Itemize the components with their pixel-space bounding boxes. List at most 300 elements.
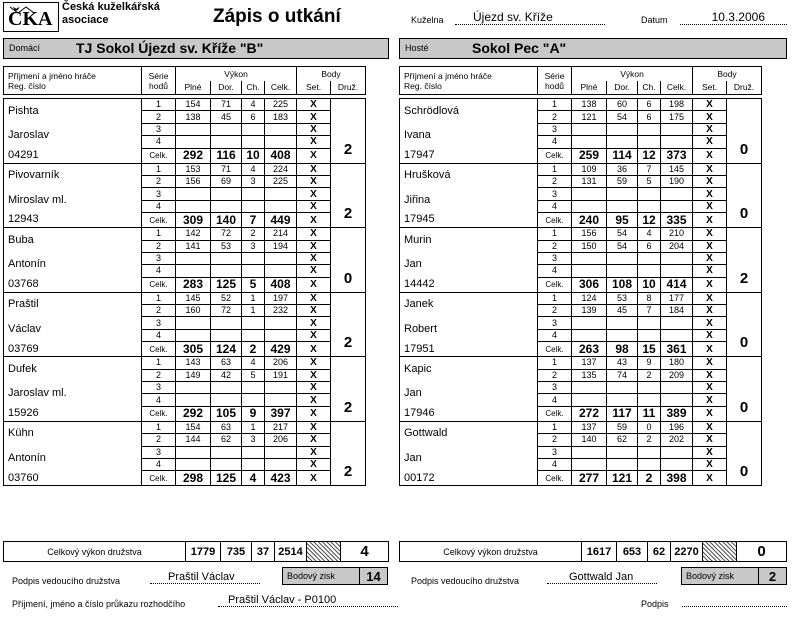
player-total: 305 bbox=[176, 342, 211, 357]
score-cell bbox=[661, 458, 693, 470]
player-reg: 15926 bbox=[4, 406, 142, 421]
player-total: 306 bbox=[572, 277, 607, 292]
score-cell bbox=[638, 188, 661, 200]
score-cell bbox=[638, 123, 661, 135]
serie-number: 1 bbox=[142, 292, 176, 304]
score-cell bbox=[572, 394, 607, 406]
score-cell bbox=[661, 317, 693, 329]
table-row bbox=[400, 148, 762, 163]
druz-spacer bbox=[727, 228, 762, 265]
player-total: 429 bbox=[265, 342, 297, 357]
player-reg: 03760 bbox=[4, 471, 142, 486]
sign-label: Podpis bbox=[641, 599, 669, 609]
total-label: Celk. bbox=[538, 471, 572, 486]
player-points: 2 bbox=[331, 200, 366, 227]
score-cell: 2 bbox=[242, 228, 265, 240]
score-cell: 184 bbox=[661, 305, 693, 317]
score-cell: 53 bbox=[211, 240, 242, 252]
player-total: 2 bbox=[242, 342, 265, 357]
score-cell: 124 bbox=[572, 292, 607, 304]
druz-spacer bbox=[331, 357, 366, 394]
set-mark: X bbox=[297, 213, 331, 228]
score-cell bbox=[572, 123, 607, 135]
set-mark: X bbox=[297, 317, 331, 329]
player-firstname: Jaroslav bbox=[4, 123, 142, 148]
serie-number: 1 bbox=[142, 421, 176, 433]
set-mark: X bbox=[297, 305, 331, 317]
set-mark: X bbox=[297, 382, 331, 394]
score-cell: 156 bbox=[176, 175, 211, 187]
table-row bbox=[4, 406, 366, 421]
col-header-druz: Druž. bbox=[331, 81, 366, 95]
player-total: 408 bbox=[265, 148, 297, 163]
score-cell: 144 bbox=[176, 434, 211, 446]
set-mark: X bbox=[693, 240, 727, 252]
score-cell: 72 bbox=[211, 305, 242, 317]
score-cell: 160 bbox=[176, 305, 211, 317]
player-points: 0 bbox=[727, 136, 762, 163]
set-mark: X bbox=[693, 277, 727, 292]
score-cell bbox=[211, 188, 242, 200]
table-row bbox=[4, 163, 366, 175]
score-cell bbox=[572, 382, 607, 394]
serie-number: 1 bbox=[538, 99, 572, 111]
score-cell bbox=[607, 188, 638, 200]
player-surname: Dufek bbox=[4, 357, 142, 382]
serie-number: 4 bbox=[142, 329, 176, 341]
score-cell bbox=[242, 394, 265, 406]
score-cell bbox=[211, 136, 242, 148]
druz-spacer bbox=[331, 99, 366, 136]
player-total: 12 bbox=[638, 148, 661, 163]
player-total: 398 bbox=[661, 471, 693, 486]
score-cell bbox=[265, 200, 297, 212]
set-mark: X bbox=[693, 305, 727, 317]
set-mark: X bbox=[297, 446, 331, 458]
set-mark: X bbox=[693, 421, 727, 433]
serie-number: 4 bbox=[538, 265, 572, 277]
table-row bbox=[400, 382, 762, 394]
score-cell bbox=[572, 458, 607, 470]
player-total: 298 bbox=[176, 471, 211, 486]
table-row bbox=[4, 277, 366, 292]
home-role: Domácí bbox=[9, 43, 41, 53]
player-total: 283 bbox=[176, 277, 211, 292]
player-total: 272 bbox=[572, 406, 607, 421]
score-cell: 137 bbox=[572, 421, 607, 433]
set-mark: X bbox=[693, 394, 727, 406]
set-mark: X bbox=[297, 136, 331, 148]
score-cell bbox=[572, 446, 607, 458]
serie-number: 1 bbox=[142, 99, 176, 111]
player-total: 292 bbox=[176, 148, 211, 163]
referee-label: Příjmení, jméno a číslo průkazu rozhodčího bbox=[12, 599, 186, 609]
col-serie-label: Série bbox=[148, 70, 169, 81]
serie-number: 1 bbox=[538, 357, 572, 369]
table-row bbox=[400, 317, 762, 329]
player-reg: 03768 bbox=[4, 277, 142, 292]
player-reg: 17947 bbox=[400, 148, 538, 163]
col-header-player bbox=[4, 67, 142, 95]
col-name-label: Příjmení a jméno hráče bbox=[8, 70, 96, 81]
player-firstname: Jaroslav ml. bbox=[4, 382, 142, 407]
score-cell bbox=[265, 329, 297, 341]
col-header-dor: Dor. bbox=[607, 81, 638, 95]
score-cell bbox=[661, 329, 693, 341]
score-cell bbox=[607, 329, 638, 341]
score-cell: 140 bbox=[572, 434, 607, 446]
player-total: 7 bbox=[242, 213, 265, 228]
serie-number: 2 bbox=[538, 111, 572, 123]
set-mark: X bbox=[297, 123, 331, 135]
score-cell: 202 bbox=[661, 434, 693, 446]
player-total: 2 bbox=[638, 471, 661, 486]
score-cell bbox=[638, 136, 661, 148]
score-cell: 214 bbox=[265, 228, 297, 240]
player-total: 124 bbox=[211, 342, 242, 357]
player-points: 0 bbox=[727, 394, 762, 421]
home-total-row bbox=[3, 541, 389, 562]
score-cell: 45 bbox=[607, 305, 638, 317]
guest-team-name: Sokol Pec "A" bbox=[472, 40, 567, 56]
score-cell: 71 bbox=[211, 163, 242, 175]
score-cell: 175 bbox=[661, 111, 693, 123]
player-firstname: Jan bbox=[400, 382, 538, 407]
serie-number: 1 bbox=[538, 292, 572, 304]
serie-number: 3 bbox=[142, 123, 176, 135]
guest-total-ch: 62 bbox=[647, 542, 670, 561]
player-surname: Kapic bbox=[400, 357, 538, 382]
home-lead-signature: Praštil Václav bbox=[150, 571, 260, 584]
total-label: Celk. bbox=[142, 148, 176, 163]
score-cell: 52 bbox=[211, 292, 242, 304]
player-total: 335 bbox=[661, 213, 693, 228]
player-total: 397 bbox=[265, 406, 297, 421]
player-points: 2 bbox=[331, 329, 366, 356]
total-label: Celk. bbox=[538, 277, 572, 292]
score-cell bbox=[572, 317, 607, 329]
score-cell: 141 bbox=[176, 240, 211, 252]
serie-number: 1 bbox=[142, 163, 176, 175]
player-points: 2 bbox=[331, 394, 366, 421]
player-total: 116 bbox=[211, 148, 242, 163]
score-cell bbox=[661, 252, 693, 264]
player-points: 0 bbox=[727, 200, 762, 227]
total-label: Celk. bbox=[538, 406, 572, 421]
player-firstname: Jiřina bbox=[400, 188, 538, 213]
score-cell: 4 bbox=[242, 99, 265, 111]
player-points: 0 bbox=[727, 329, 762, 356]
player-total: 125 bbox=[211, 471, 242, 486]
set-mark: X bbox=[693, 434, 727, 446]
score-cell: 72 bbox=[211, 228, 242, 240]
score-cell: 191 bbox=[265, 369, 297, 381]
score-cell bbox=[607, 317, 638, 329]
score-cell: 145 bbox=[176, 292, 211, 304]
score-cell: 6 bbox=[638, 240, 661, 252]
total-label: Celk. bbox=[142, 213, 176, 228]
player-firstname: Jan bbox=[400, 252, 538, 277]
score-cell: 9 bbox=[638, 357, 661, 369]
serie-number: 1 bbox=[538, 163, 572, 175]
date-label: Datum bbox=[641, 15, 668, 25]
player-total: 449 bbox=[265, 213, 297, 228]
guest-table bbox=[399, 66, 762, 486]
score-cell bbox=[607, 200, 638, 212]
home-total-hatch bbox=[306, 542, 340, 561]
col-header-serie bbox=[142, 67, 176, 95]
col-header-druz: Druž. bbox=[727, 81, 762, 95]
table-row bbox=[400, 213, 762, 228]
set-mark: X bbox=[297, 111, 331, 123]
score-cell bbox=[176, 252, 211, 264]
player-total: 292 bbox=[176, 406, 211, 421]
score-cell bbox=[176, 458, 211, 470]
score-cell: 194 bbox=[265, 240, 297, 252]
score-cell: 177 bbox=[661, 292, 693, 304]
score-cell bbox=[211, 329, 242, 341]
score-cell: 232 bbox=[265, 305, 297, 317]
score-cell: 197 bbox=[265, 292, 297, 304]
total-label: Celk. bbox=[142, 471, 176, 486]
table-row bbox=[400, 406, 762, 421]
score-cell: 7 bbox=[638, 163, 661, 175]
score-cell: 6 bbox=[638, 99, 661, 111]
set-mark: X bbox=[297, 394, 331, 406]
serie-number: 2 bbox=[538, 175, 572, 187]
col-serie-label: Série bbox=[544, 70, 565, 81]
player-firstname: Antonín bbox=[4, 252, 142, 277]
table-row bbox=[4, 188, 366, 200]
serie-number: 3 bbox=[142, 317, 176, 329]
score-cell bbox=[265, 382, 297, 394]
home-total-label: Celkový výkon družstva bbox=[47, 546, 142, 557]
home-points-label: Bodový zisk bbox=[287, 571, 336, 581]
player-total: 263 bbox=[572, 342, 607, 357]
cka-logo bbox=[3, 2, 59, 32]
player-total: 309 bbox=[176, 213, 211, 228]
set-mark: X bbox=[297, 99, 331, 111]
col-header-ch: Ch. bbox=[242, 81, 265, 95]
score-cell bbox=[607, 136, 638, 148]
home-total-plne: 1779 bbox=[185, 542, 220, 561]
serie-number: 1 bbox=[538, 421, 572, 433]
serie-number: 2 bbox=[142, 434, 176, 446]
score-cell bbox=[661, 123, 693, 135]
table-row bbox=[400, 163, 762, 175]
score-cell bbox=[638, 446, 661, 458]
player-total: 105 bbox=[211, 406, 242, 421]
table-row bbox=[4, 123, 366, 135]
player-points: 2 bbox=[727, 265, 762, 292]
score-cell: 138 bbox=[572, 99, 607, 111]
player-firstname: Jan bbox=[400, 446, 538, 471]
total-label: Celk. bbox=[538, 213, 572, 228]
serie-number: 4 bbox=[538, 136, 572, 148]
set-mark: X bbox=[693, 163, 727, 175]
score-cell: 43 bbox=[607, 357, 638, 369]
score-cell: 149 bbox=[176, 369, 211, 381]
score-cell: 224 bbox=[265, 163, 297, 175]
table-row bbox=[400, 342, 762, 357]
score-cell bbox=[242, 188, 265, 200]
score-cell: 7 bbox=[638, 305, 661, 317]
score-cell bbox=[607, 382, 638, 394]
score-cell bbox=[638, 265, 661, 277]
venue-label: Kuželna bbox=[411, 15, 444, 25]
guest-team-bar bbox=[399, 38, 787, 59]
home-points-value: 14 bbox=[359, 568, 387, 584]
score-cell: 3 bbox=[242, 434, 265, 446]
score-cell: 1 bbox=[242, 292, 265, 304]
table-row bbox=[400, 188, 762, 200]
home-team-bar bbox=[3, 38, 389, 59]
score-cell: 4 bbox=[638, 228, 661, 240]
set-mark: X bbox=[693, 329, 727, 341]
player-reg: 04291 bbox=[4, 148, 142, 163]
guest-lead-label: Podpis vedoucího družstva bbox=[411, 576, 520, 586]
score-cell: 183 bbox=[265, 111, 297, 123]
guest-total-plne: 1617 bbox=[581, 542, 616, 561]
serie-number: 3 bbox=[538, 252, 572, 264]
score-cell bbox=[638, 329, 661, 341]
set-mark: X bbox=[693, 458, 727, 470]
set-mark: X bbox=[297, 434, 331, 446]
score-cell: 225 bbox=[265, 99, 297, 111]
score-cell: 156 bbox=[572, 228, 607, 240]
player-total: 389 bbox=[661, 406, 693, 421]
score-cell: 2 bbox=[638, 434, 661, 446]
player-total: 15 bbox=[638, 342, 661, 357]
score-cell bbox=[242, 265, 265, 277]
serie-number: 3 bbox=[142, 446, 176, 458]
set-mark: X bbox=[693, 369, 727, 381]
score-cell bbox=[242, 136, 265, 148]
score-cell: 2 bbox=[638, 369, 661, 381]
player-points: 2 bbox=[331, 136, 366, 163]
table-row bbox=[4, 317, 366, 329]
score-cell: 60 bbox=[607, 99, 638, 111]
col-header-serie bbox=[538, 67, 572, 95]
table-row bbox=[4, 421, 366, 433]
serie-number: 2 bbox=[538, 369, 572, 381]
score-cell: 153 bbox=[176, 163, 211, 175]
score-cell: 180 bbox=[661, 357, 693, 369]
score-cell bbox=[265, 188, 297, 200]
table-row bbox=[400, 99, 762, 111]
table-row bbox=[400, 277, 762, 292]
serie-number: 4 bbox=[538, 329, 572, 341]
score-cell bbox=[176, 265, 211, 277]
player-total: 114 bbox=[607, 148, 638, 163]
player-reg: 03769 bbox=[4, 342, 142, 357]
venue-value: Újezd sv. Kříže bbox=[455, 10, 605, 25]
set-mark: X bbox=[297, 188, 331, 200]
player-firstname: Antonín bbox=[4, 446, 142, 471]
player-surname: Schrödlová bbox=[400, 99, 538, 124]
total-label: Celk. bbox=[538, 148, 572, 163]
score-cell: 4 bbox=[242, 357, 265, 369]
player-total: 98 bbox=[607, 342, 638, 357]
score-cell: 150 bbox=[572, 240, 607, 252]
col-header-dor: Dor. bbox=[211, 81, 242, 95]
player-total: 10 bbox=[638, 277, 661, 292]
player-firstname: Ivana bbox=[400, 123, 538, 148]
player-surname: Pishta bbox=[4, 99, 142, 124]
set-mark: X bbox=[297, 329, 331, 341]
player-total: 11 bbox=[638, 406, 661, 421]
set-mark: X bbox=[693, 148, 727, 163]
table-row bbox=[4, 446, 366, 458]
score-cell: 42 bbox=[211, 369, 242, 381]
set-mark: X bbox=[297, 292, 331, 304]
col-serie-label2: hodů bbox=[545, 80, 564, 91]
score-cell: 45 bbox=[211, 111, 242, 123]
score-cell: 154 bbox=[176, 421, 211, 433]
player-firstname: Robert bbox=[400, 317, 538, 342]
table-row bbox=[400, 357, 762, 369]
score-cell bbox=[661, 265, 693, 277]
score-cell bbox=[265, 458, 297, 470]
table-row bbox=[400, 446, 762, 458]
serie-number: 3 bbox=[538, 317, 572, 329]
table-row bbox=[400, 252, 762, 264]
player-reg: 12943 bbox=[4, 213, 142, 228]
home-total-ch: 37 bbox=[251, 542, 274, 561]
set-mark: X bbox=[693, 136, 727, 148]
druz-spacer bbox=[727, 99, 762, 136]
col-header-body: Body bbox=[297, 67, 366, 81]
set-mark: X bbox=[693, 265, 727, 277]
set-mark: X bbox=[693, 228, 727, 240]
player-total: 277 bbox=[572, 471, 607, 486]
guest-role: Hosté bbox=[405, 43, 429, 53]
table-row bbox=[400, 123, 762, 135]
score-cell bbox=[176, 317, 211, 329]
page-title: Zápis o utkání bbox=[213, 6, 341, 27]
score-cell bbox=[572, 329, 607, 341]
table-row bbox=[4, 99, 366, 111]
serie-number: 4 bbox=[142, 458, 176, 470]
score-cell bbox=[661, 188, 693, 200]
set-mark: X bbox=[693, 111, 727, 123]
score-cell bbox=[211, 382, 242, 394]
score-cell: 1 bbox=[242, 305, 265, 317]
serie-number: 2 bbox=[142, 111, 176, 123]
score-cell bbox=[176, 382, 211, 394]
score-cell bbox=[265, 394, 297, 406]
player-surname: Kühn bbox=[4, 421, 142, 446]
druz-spacer bbox=[727, 292, 762, 329]
set-mark: X bbox=[297, 240, 331, 252]
table-row bbox=[4, 213, 366, 228]
table-row bbox=[4, 471, 366, 486]
score-cell bbox=[242, 382, 265, 394]
score-cell bbox=[211, 394, 242, 406]
score-cell bbox=[265, 265, 297, 277]
score-cell bbox=[638, 200, 661, 212]
player-surname: Pivovarník bbox=[4, 163, 142, 188]
score-cell: 198 bbox=[661, 99, 693, 111]
score-cell bbox=[211, 252, 242, 264]
druz-spacer bbox=[727, 163, 762, 200]
table-row bbox=[4, 292, 366, 304]
score-cell: 3 bbox=[242, 175, 265, 187]
col-header-body: Body bbox=[693, 67, 762, 81]
home-team-name: TJ Sokol Újezd sv. Kříže "B" bbox=[76, 40, 264, 56]
set-mark: X bbox=[693, 406, 727, 421]
serie-number: 3 bbox=[142, 252, 176, 264]
